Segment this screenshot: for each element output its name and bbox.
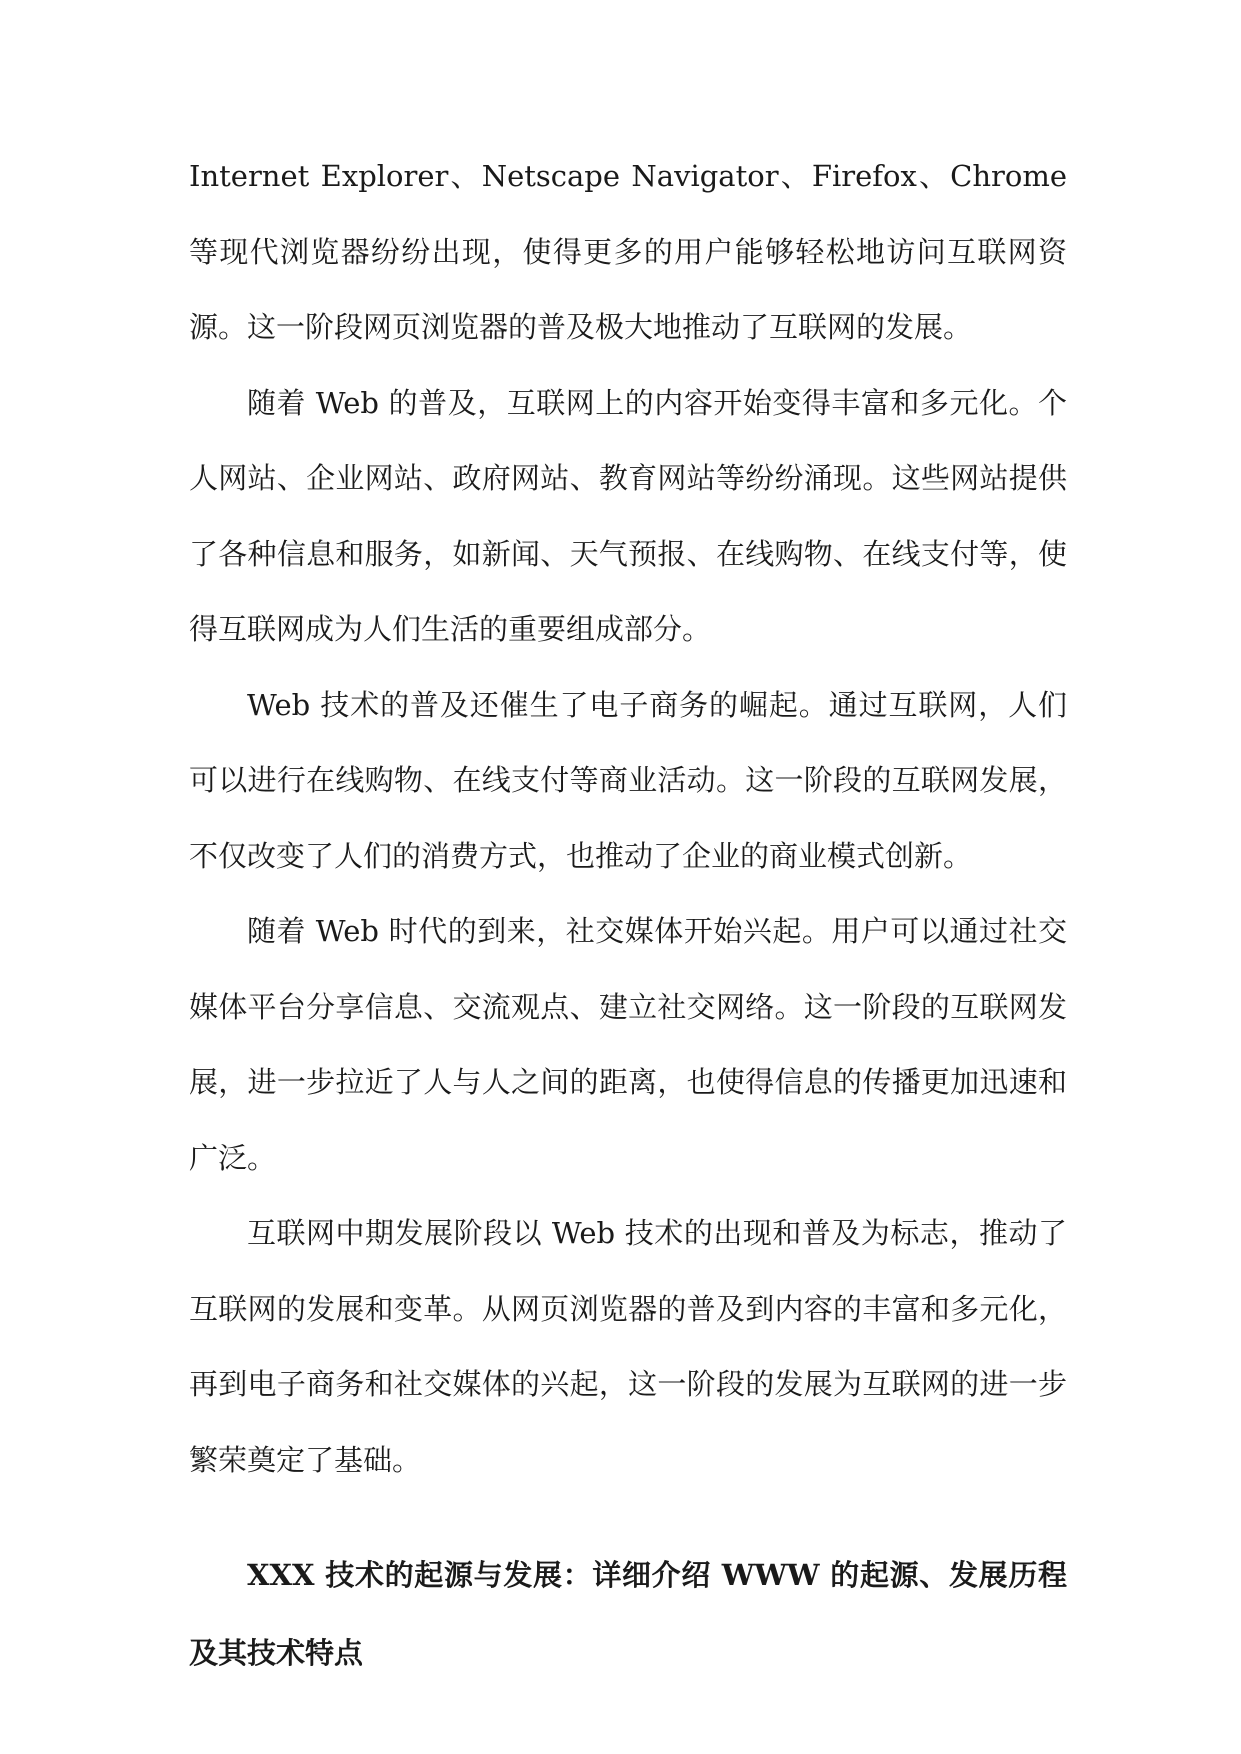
paragraph-social-media: 随着 Web 时代的到来，社交媒体开始兴起。用户可以通过社交媒体平台分享信息、交流观点、建立社交网络。这一阶段的互联网发展，进一步拉近了人与人之间的距离，也使得信息的传播更加迅速和广泛。 xyxy=(189,914,1067,1175)
section-heading: XXX 技术的起源与发展：详细介绍 WWW 的起源、发展历程及其技术特点 xyxy=(189,1558,1067,1670)
document-body xyxy=(189,139,1067,1692)
paragraph-web-content: 随着 Web 的普及，互联网上的内容开始变得丰富和多元化。个人网站、企业网站、政府网站、教育网站等纷纷涌现。这些网站提供了各种信息和服务，如新闻、天气预报、在线购物、在线支付等，使得互联网成为人们生活的重要组成部分。 xyxy=(189,385,1067,646)
paragraph-summary: 互联网中期发展阶段以 Web 技术的出现和普及为标志，推动了互联网的发展和变革。从网页浏览器的普及到内容的丰富和多元化，再到电子商务和社交媒体的兴起，这一阶段的发展为互联网的进一步繁荣奠定了基础。 xyxy=(189,1216,1067,1477)
paragraph-ecommerce: Web 技术的普及还催生了电子商务的崛起。通过互联网，人们可以进行在线购物、在线支付等商业活动。这一阶段的互联网发展，不仅改变了人们的消费方式，也推动了企业的商业模式创新。 xyxy=(189,687,1067,873)
paragraph-browsers: Internet Explorer、Netscape Navigator、Firefox、Chrome 等现代浏览器纷纷出现，使得更多的用户能够轻松地访问互联网资源。这一阶段网页浏览器的普及极大地推动了互联网的发展。 xyxy=(189,159,1067,344)
